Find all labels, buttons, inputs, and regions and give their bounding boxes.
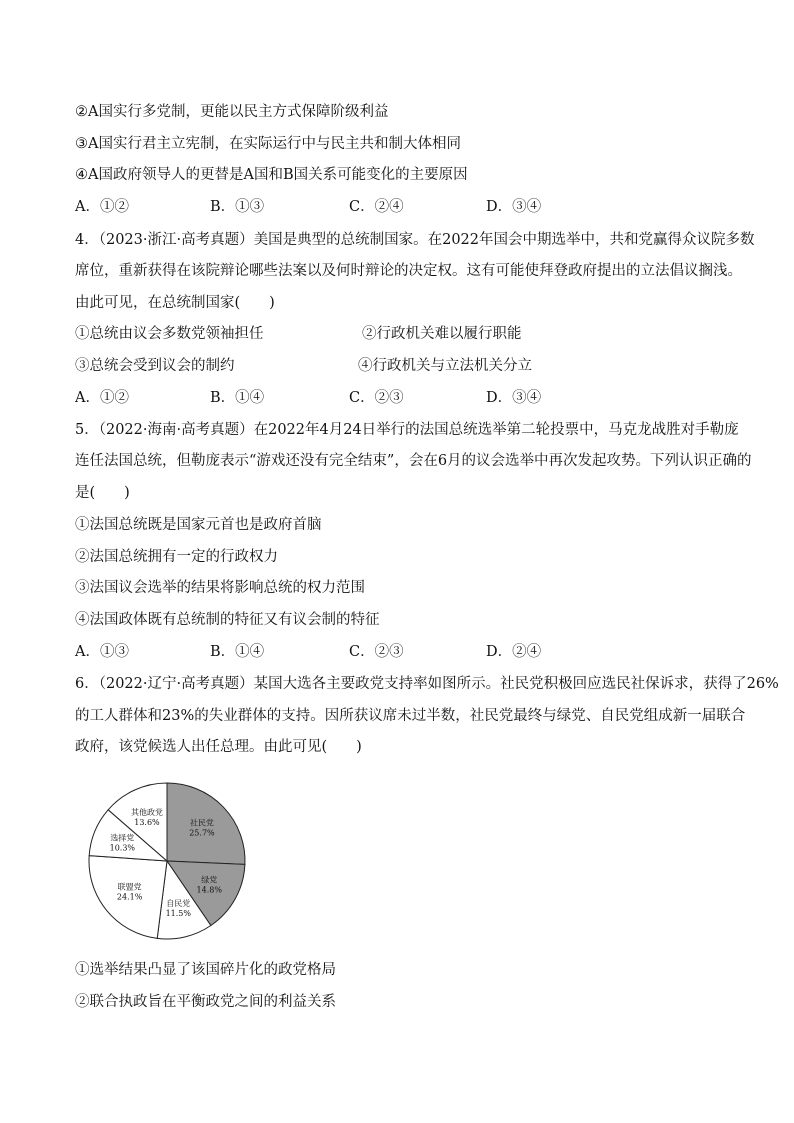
pie-slice-name-5: 其他政党 [130,807,163,817]
q4-option-c: C．②③ [349,390,404,406]
q4-option-a: A．①② [75,390,129,406]
q5-item-1: ①法国总统既是国家元首也是政府首脑 [75,517,322,533]
pie-slice-name-1: 绿党 [201,875,218,885]
q5-option-d: D．②④ [486,644,542,660]
q6-stem-line-2: 的工人群体和23%的失业群体的支持。因所获议席未过半数，社民党最终与绿党、自民党组成新一届联合 [75,708,746,724]
q5-option-c: C．②③ [349,644,404,660]
q5-option-a: A．①③ [75,644,129,660]
pie-slice-value-2: 11.5% [165,909,192,919]
pie-slice-name-2: 自民党 [166,899,191,909]
pie-slice-value-0: 25.7% [189,828,215,838]
q4-options [75,388,695,408]
pie-slice-value-3: 24.1% [116,892,143,902]
q5-option-b: B．①④ [210,644,265,660]
q3-option-a: A．①② [75,199,129,215]
q4-item-4: ④行政机关与立法机关分立 [358,358,532,374]
q3-option-c: C．②④ [349,199,404,215]
pie-slice-value-5: 13.6% [134,817,160,827]
q5-options [75,642,695,662]
q3-item-3: ③A国实行君主立宪制，在实际运行中与民主共和制大体相同 [75,136,461,152]
pie-slice-name-4: 选择党 [110,833,135,843]
q4-stem-line-2: 席位，重新获得在该院辩论哪些法案以及何时辩论的决定权。这有可能使拜登政府提出的立法倡议搁浅。 [75,263,742,279]
q5-stem-line-3: 是( ) [75,485,130,501]
q4-items-row-1 [75,324,695,344]
q6-stem-line-1: 6．（2022·辽宁·高考真题）某国大选各主要政党支持率如图所示。社民党积极回应选民社保诉求，获得了26% [75,676,779,692]
q5-item-2: ②法国总统拥有一定的行政权力 [75,549,278,565]
q4-item-1: ①总统由议会多数党领袖担任 [75,326,264,342]
q3-option-d: D．③④ [486,199,542,215]
q3-option-b: B．①③ [210,199,265,215]
q6-stem-line-3: 政府，该党候选人出任总理。由此可见( ) [75,739,362,755]
q3-item-4: ④A国政府领导人的更替是A国和B国关系可能变化的主要原因 [75,167,468,183]
q3-options [75,197,695,217]
q4-item-2: ②行政机关难以履行职能 [362,326,522,342]
pie-slice-name-0: 社民党 [189,818,214,828]
q5-item-3: ③法国议会选举的结果将影响总统的权力范围 [75,580,365,596]
pie-slice-name-3: 联盟党 [117,882,142,892]
q4-item-3: ③总统会受到议会的制约 [75,358,235,374]
q6-item-2: ②联合执政旨在平衡政党之间的利益关系 [75,994,336,1010]
q5-stem-line-2: 连任法国总统，但勒庞表示“游戏还没有完全结束”，会在6月的议会选举中再次发起攻势。下列认识正确的 [75,453,752,469]
q3-item-2: ②A国实行多党制，更能以民主方式保障阶级利益 [75,104,389,120]
q5-item-4: ④法国政体既有总统制的特征又有议会制的特征 [75,612,380,628]
q4-items-row-2 [75,356,695,376]
pie-slice-value-4: 10.3% [109,843,136,853]
q5-stem-line-1: 5．（2022·海南·高考真题）在2022年4月24日举行的法国总统选举第二轮投票中，马克龙战胜对手勒庞 [75,422,739,438]
q4-stem-line-1: 4．（2023·浙江·高考真题）美国是典型的总统制国家。在2022年国会中期选举中，共和党赢得众议院多数 [75,232,755,248]
q6-item-1: ①选举结果凸显了该国碎片化的政党格局 [75,962,336,978]
q4-option-d: D．③④ [486,390,542,406]
pie-svg [82,776,252,946]
party-support-pie-chart [82,776,252,946]
pie-slice-value-1: 14.8% [196,885,222,895]
q4-stem-line-3: 由此可见，在总统制国家( ) [75,295,275,311]
q4-option-b: B．①④ [210,390,265,406]
